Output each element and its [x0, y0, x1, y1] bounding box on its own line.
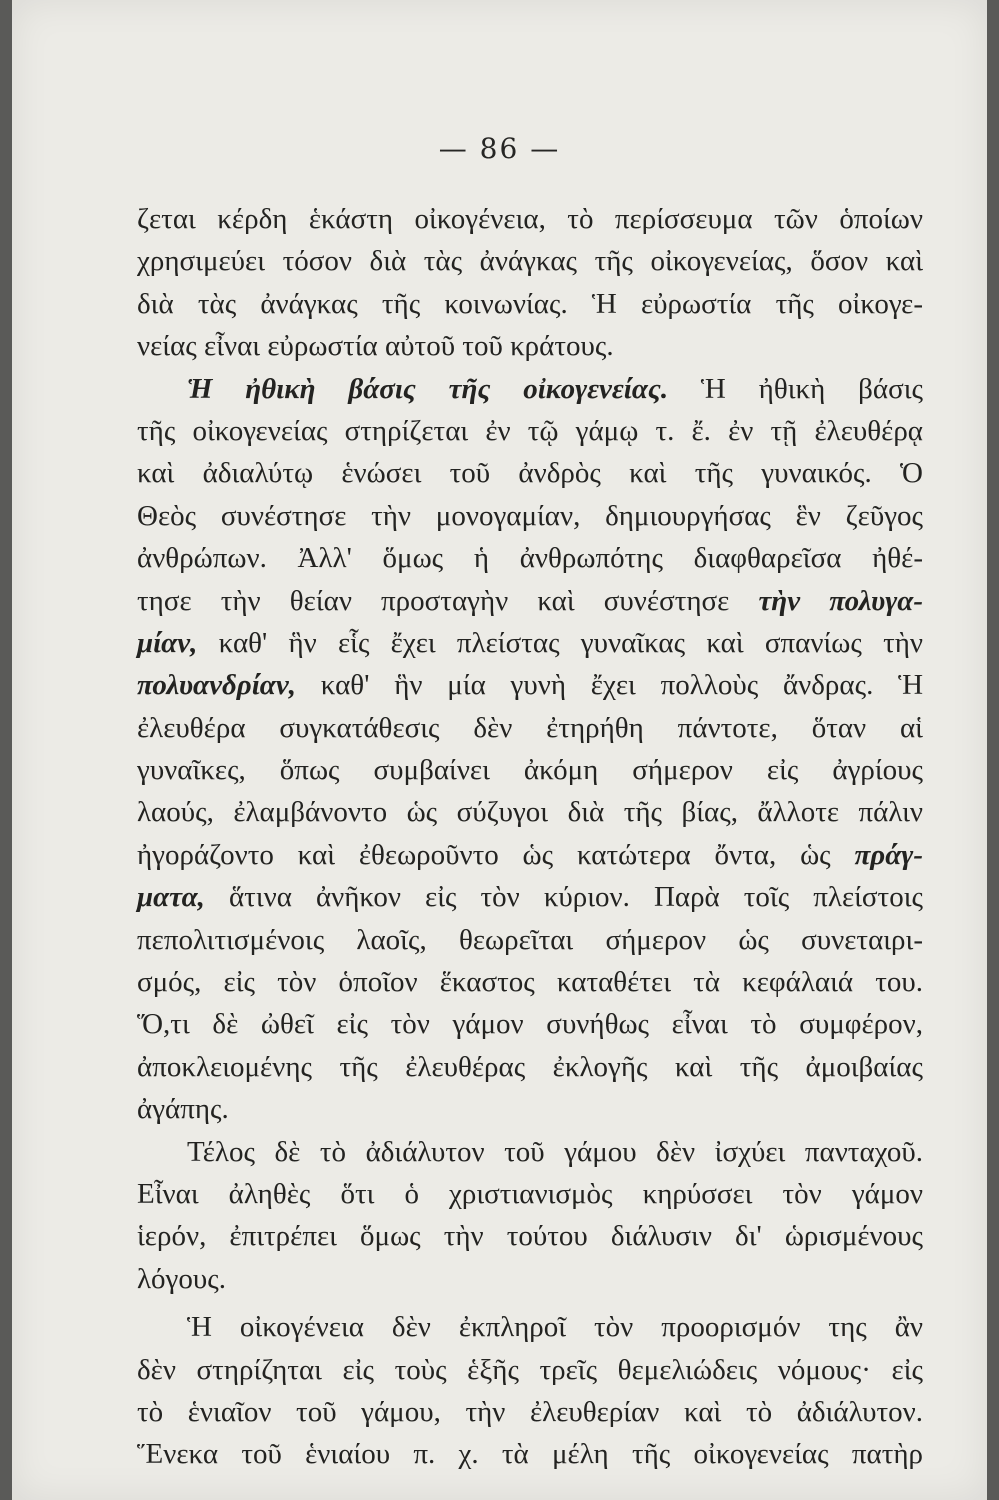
text-line: Ὅ,τι δὲ ὠθεῖ εἰς τὸν γάμον συνήθως εἶναι τὸ συμφέρον,: [137, 1008, 923, 1041]
text-line: τὸ ἑνιαῖον τοῦ γάμου, τὴν ἐλευθερίαν καὶ τὸ ἀδιάλυτον.: [137, 1395, 923, 1428]
text-fragment: Ἡ ἠθικὴ βάσις: [700, 372, 923, 405]
text-line: [137, 368, 923, 410]
text-line: [137, 834, 923, 876]
text-line: [137, 664, 923, 706]
text-line: Θεὸς συνέστησε τὴν μονογαμίαν, δημιουργήσας ἓν ζεῦγος: [137, 499, 923, 532]
text-fragment: ἠγοράζοντο καὶ ἐθεωροῦντο ὡς κατώτερα ὄντα, ὡς: [137, 838, 831, 871]
text-line: Ἕνεκα τοῦ ἑνιαίου π. χ. τὰ μέλη τῆς οἰκογενείας πατὴρ: [137, 1438, 923, 1471]
text-line: [137, 580, 923, 622]
text-fragment: καθ' ἣν εἷς ἔχει πλείστας γυναῖκας καὶ σπανίως τὴν: [218, 626, 924, 659]
text-line: ἀγάπης.: [137, 1093, 229, 1126]
emphasis-things: πράγ-: [854, 838, 923, 871]
text-line: ἐλευθέρα συγκατάθεσις δὲν ἐτηρήθη πάντοτε, ὅταν αἱ: [137, 711, 923, 744]
page-number: — 86 —: [438, 132, 561, 165]
text-line: [137, 622, 923, 664]
text-line: ἱερόν, ἐπιτρέπει ὅμως τὴν τούτου διάλυσιν δι' ὡρισμένους: [137, 1220, 923, 1253]
text-line: λαούς, ἐλαμβάνοντο ὡς σύζυγοι διὰ τῆς βίας, ἄλλοτε πάλιν: [137, 796, 923, 829]
text-line: ἀνθρώπων. Ἀλλ' ὅμως ἡ ἀνθρωπότης διαφθαρεῖσα ἠθέ-: [137, 542, 923, 575]
text-fragment: τησε τὴν θείαν προσταγὴν καὶ συνέστησε: [137, 584, 730, 617]
text-line: ἀποκλειομένης τῆς ἐλευθέρας ἐκλογῆς καὶ τῆς ἀμοιβαίας: [137, 1050, 923, 1083]
text-line: ζεται κέρδη ἑκάστη οἰκογένεια, τὸ περίσσευμα τῶν ὁποίων: [137, 203, 923, 235]
text-fragment: καθ' ἣν μία γυνὴ ἔχει πολλοὺς ἄνδρας. Ἡ: [320, 669, 924, 702]
text-line: διὰ τὰς ἀνάγκας τῆς κοινωνίας. Ἡ εὐρωστία τῆς οἰκογε-: [137, 287, 923, 320]
text-line: χρησιμεύει τόσον διὰ τὰς ἀνάγκας τῆς οἰκογενείας, ὅσον καὶ: [137, 245, 923, 278]
emphasis-polyandry: πολυανδρίαν,: [137, 669, 296, 702]
emphasis-polygamy: τὴν πολυγα-: [758, 584, 923, 617]
text-line: Ἡ οἰκογένεια δὲν ἐκπληροῖ τὸν προορισμόν της ἂν: [187, 1311, 923, 1344]
text-line: Τέλος δὲ τὸ ἀδιάλυτον τοῦ γάμου δὲν ἰσχύει πανταχοῦ.: [187, 1135, 923, 1168]
text-fragment: ἅτινα ἀνῆκον εἰς τὸν κύριον. Παρὰ τοῖς πλείστοις: [228, 881, 923, 914]
text-line: λόγους.: [137, 1262, 226, 1295]
body-text: [137, 198, 923, 1476]
text-line: δὲν στηρίζηται εἰς τοὺς ἑξῆς τρεῖς θεμελιώδεις νόμους· εἰς: [137, 1353, 923, 1386]
text-line: σμός, εἰς τὸν ὁποῖον ἕκαστος καταθέτει τὰ κεφάλαιά του.: [137, 966, 923, 999]
text-line: πεπολιτισμένοις λαοῖς, θεωρεῖται σήμερον ὡς συνεταιρι-: [137, 923, 923, 956]
text-line: Εἶναι ἀληθὲς ὅτι ὁ χριστιανισμὸς κηρύσσει τὸν γάμον: [137, 1177, 923, 1210]
emphasis-polygamy-end: μίαν,: [137, 626, 198, 659]
text-line: τῆς οἰκογενείας στηρίζεται ἐν τῷ γάμῳ τ. ἔ. ἐν τῇ ἐλευθέρᾳ: [137, 414, 923, 447]
text-line: καὶ ἀδιαλύτῳ ἑνώσει τοῦ ἀνδρὸς καὶ τῆς γυναικός. Ὁ: [137, 457, 923, 490]
text-line: [137, 876, 923, 918]
text-line: νείας εἶναι εὐρωστία αὐτοῦ τοῦ κράτους.: [137, 330, 614, 363]
section-heading: Ἡ ἠθικὴ βάσις τῆς οἰκογενείας.: [187, 372, 669, 405]
text-line: γυναῖκες, ὅπως συμβαίνει ἀκόμη σήμερον εἰς ἀγρίους: [137, 754, 923, 787]
emphasis-things-end: ματα,: [137, 881, 205, 914]
